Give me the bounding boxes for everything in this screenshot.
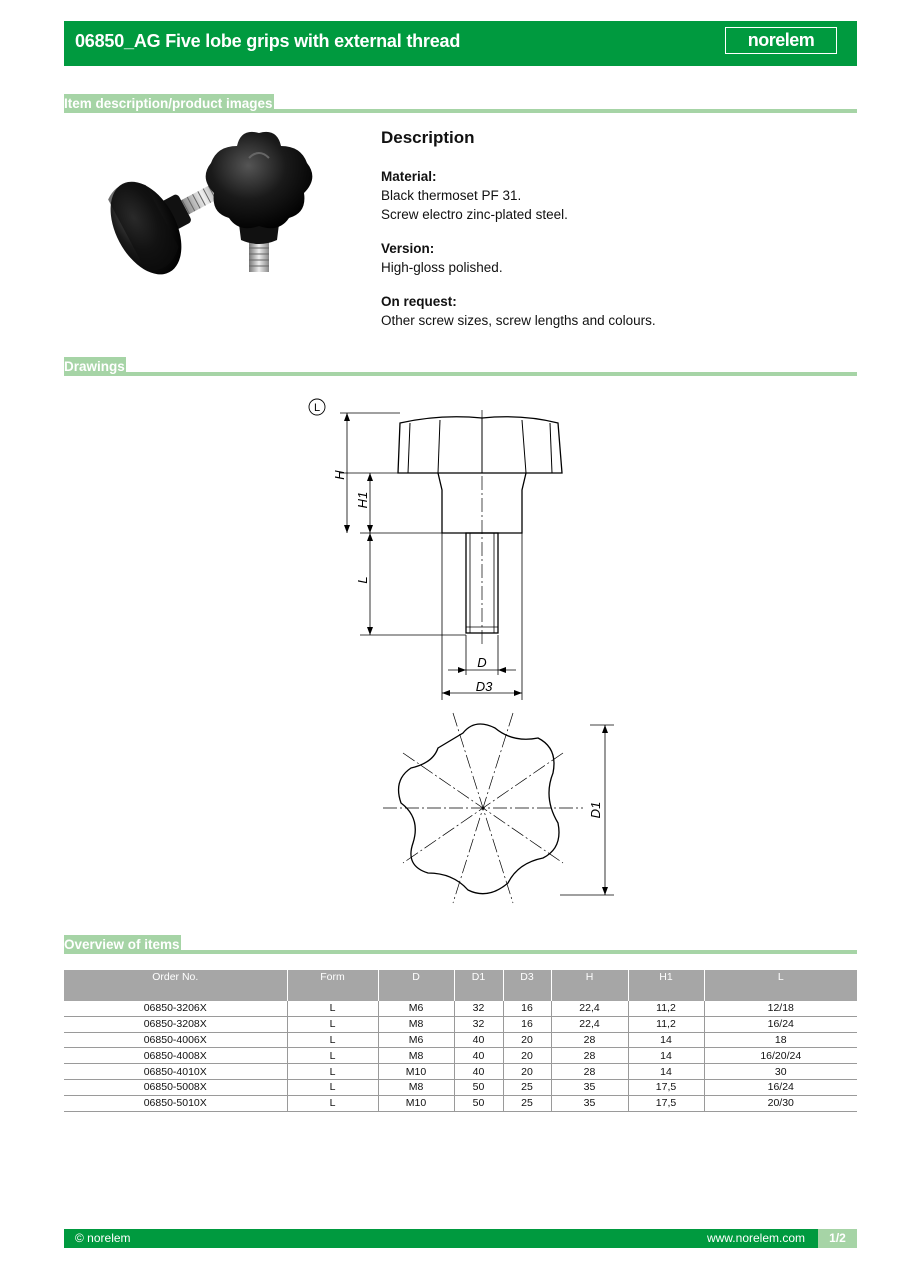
cell: M8 [378, 1079, 454, 1095]
version-label: Version: [381, 241, 435, 256]
cell: 20/30 [704, 1095, 857, 1111]
section-drawings-label: Drawings [64, 359, 125, 374]
cell: 06850-5010X [64, 1095, 287, 1111]
cell: 16/20/24 [704, 1048, 857, 1064]
cell: 17,5 [628, 1095, 704, 1111]
cell: 40 [454, 1048, 503, 1064]
col-d1: D1 [454, 970, 503, 1001]
material-label: Material: [381, 169, 437, 184]
cell: 28 [551, 1064, 628, 1080]
table-header-row [64, 970, 857, 1001]
material-line: Screw electro zinc-plated steel. [381, 207, 568, 222]
section-images-label: Item description/product images [64, 96, 273, 111]
cell: 14 [628, 1032, 704, 1048]
cell: 40 [454, 1064, 503, 1080]
cell: L [287, 1048, 378, 1064]
cell: 12/18 [704, 1001, 857, 1016]
description-block [381, 128, 851, 345]
col-d3: D3 [503, 970, 551, 1001]
cell: 06850-3206X [64, 1001, 287, 1016]
col-order-no: Order No. [64, 970, 287, 1001]
table-row [64, 1001, 857, 1016]
cell: 20 [503, 1048, 551, 1064]
cell: 40 [454, 1032, 503, 1048]
table-row [64, 1064, 857, 1080]
cell: 50 [454, 1079, 503, 1095]
cell: 06850-4010X [64, 1064, 287, 1080]
cell: L [287, 1001, 378, 1016]
cell: 14 [628, 1064, 704, 1080]
cell: M10 [378, 1095, 454, 1111]
cell: 50 [454, 1095, 503, 1111]
request-line: Other screw sizes, screw lengths and colours. [381, 313, 656, 328]
dim-d3-label: D3 [475, 679, 493, 694]
table-row [64, 1016, 857, 1032]
cell: M10 [378, 1064, 454, 1080]
cell: 22,4 [551, 1016, 628, 1032]
material-group [381, 167, 851, 224]
cell: 20 [503, 1064, 551, 1080]
request-label: On request: [381, 294, 457, 309]
cell: 16 [503, 1016, 551, 1032]
cell: 17,5 [628, 1079, 704, 1095]
cell: 11,2 [628, 1001, 704, 1016]
cell: 06850-5008X [64, 1079, 287, 1095]
dim-h1-label: H1 [355, 491, 370, 509]
cell: M6 [378, 1001, 454, 1016]
page-header [64, 21, 857, 66]
items-table [64, 970, 857, 1112]
col-h1: H1 [628, 970, 704, 1001]
cell: L [287, 1064, 378, 1080]
cell: 32 [454, 1016, 503, 1032]
dim-l-label: L [355, 576, 370, 584]
cell: M8 [378, 1016, 454, 1032]
version-group [381, 239, 851, 277]
cell: 22,4 [551, 1001, 628, 1016]
cell: 14 [628, 1048, 704, 1064]
section-images [64, 91, 857, 113]
technical-drawing [300, 390, 640, 910]
col-form: Form [287, 970, 378, 1001]
cell: 16/24 [704, 1079, 857, 1095]
cell: 35 [551, 1095, 628, 1111]
dim-d-label: D [477, 655, 487, 670]
cell: 32 [454, 1001, 503, 1016]
dim-d1-label: D1 [588, 801, 603, 819]
page-footer [64, 1229, 857, 1248]
dim-h-label: H [332, 470, 347, 480]
copyright-text: © norelem [75, 1231, 131, 1245]
cell: 06850-4008X [64, 1048, 287, 1064]
table-row [64, 1048, 857, 1064]
cell: L [287, 1095, 378, 1111]
cell: 25 [503, 1079, 551, 1095]
cell: 18 [704, 1032, 857, 1048]
cell: M8 [378, 1048, 454, 1064]
cell: L [287, 1032, 378, 1048]
section-overview-label: Overview of items [64, 937, 180, 952]
cell: 11,2 [628, 1016, 704, 1032]
col-d: D [378, 970, 454, 1001]
col-h: H [551, 970, 628, 1001]
cell: 30 [704, 1064, 857, 1080]
cell: 06850-3208X [64, 1016, 287, 1032]
cell: 28 [551, 1048, 628, 1064]
cell: 25 [503, 1095, 551, 1111]
material-line: Black thermoset PF 31. [381, 188, 522, 203]
section-drawings [64, 354, 857, 376]
version-line: High-gloss polished. [381, 260, 503, 275]
page-title: 06850_AG Five lobe grips with external thread [75, 31, 461, 51]
page-number: 1/2 [818, 1229, 857, 1248]
website-link[interactable]: www.norelem.com [706, 1231, 805, 1245]
cell: 16/24 [704, 1016, 857, 1032]
table-row [64, 1079, 857, 1095]
cell: 28 [551, 1032, 628, 1048]
section-overview [64, 932, 857, 954]
table-row [64, 1032, 857, 1048]
description-heading: Description [381, 128, 475, 147]
cell: 06850-4006X [64, 1032, 287, 1048]
cell: 20 [503, 1032, 551, 1048]
cell: M6 [378, 1032, 454, 1048]
cell: L [287, 1079, 378, 1095]
form-label: L [313, 402, 321, 414]
table-row [64, 1095, 857, 1111]
cell: 35 [551, 1079, 628, 1095]
product-photo [64, 128, 334, 298]
cell: L [287, 1016, 378, 1032]
logo-text: norelem [747, 30, 815, 50]
cell: 16 [503, 1001, 551, 1016]
request-group [381, 292, 851, 330]
norelem-logo [725, 27, 837, 54]
col-l: L [704, 970, 857, 1001]
